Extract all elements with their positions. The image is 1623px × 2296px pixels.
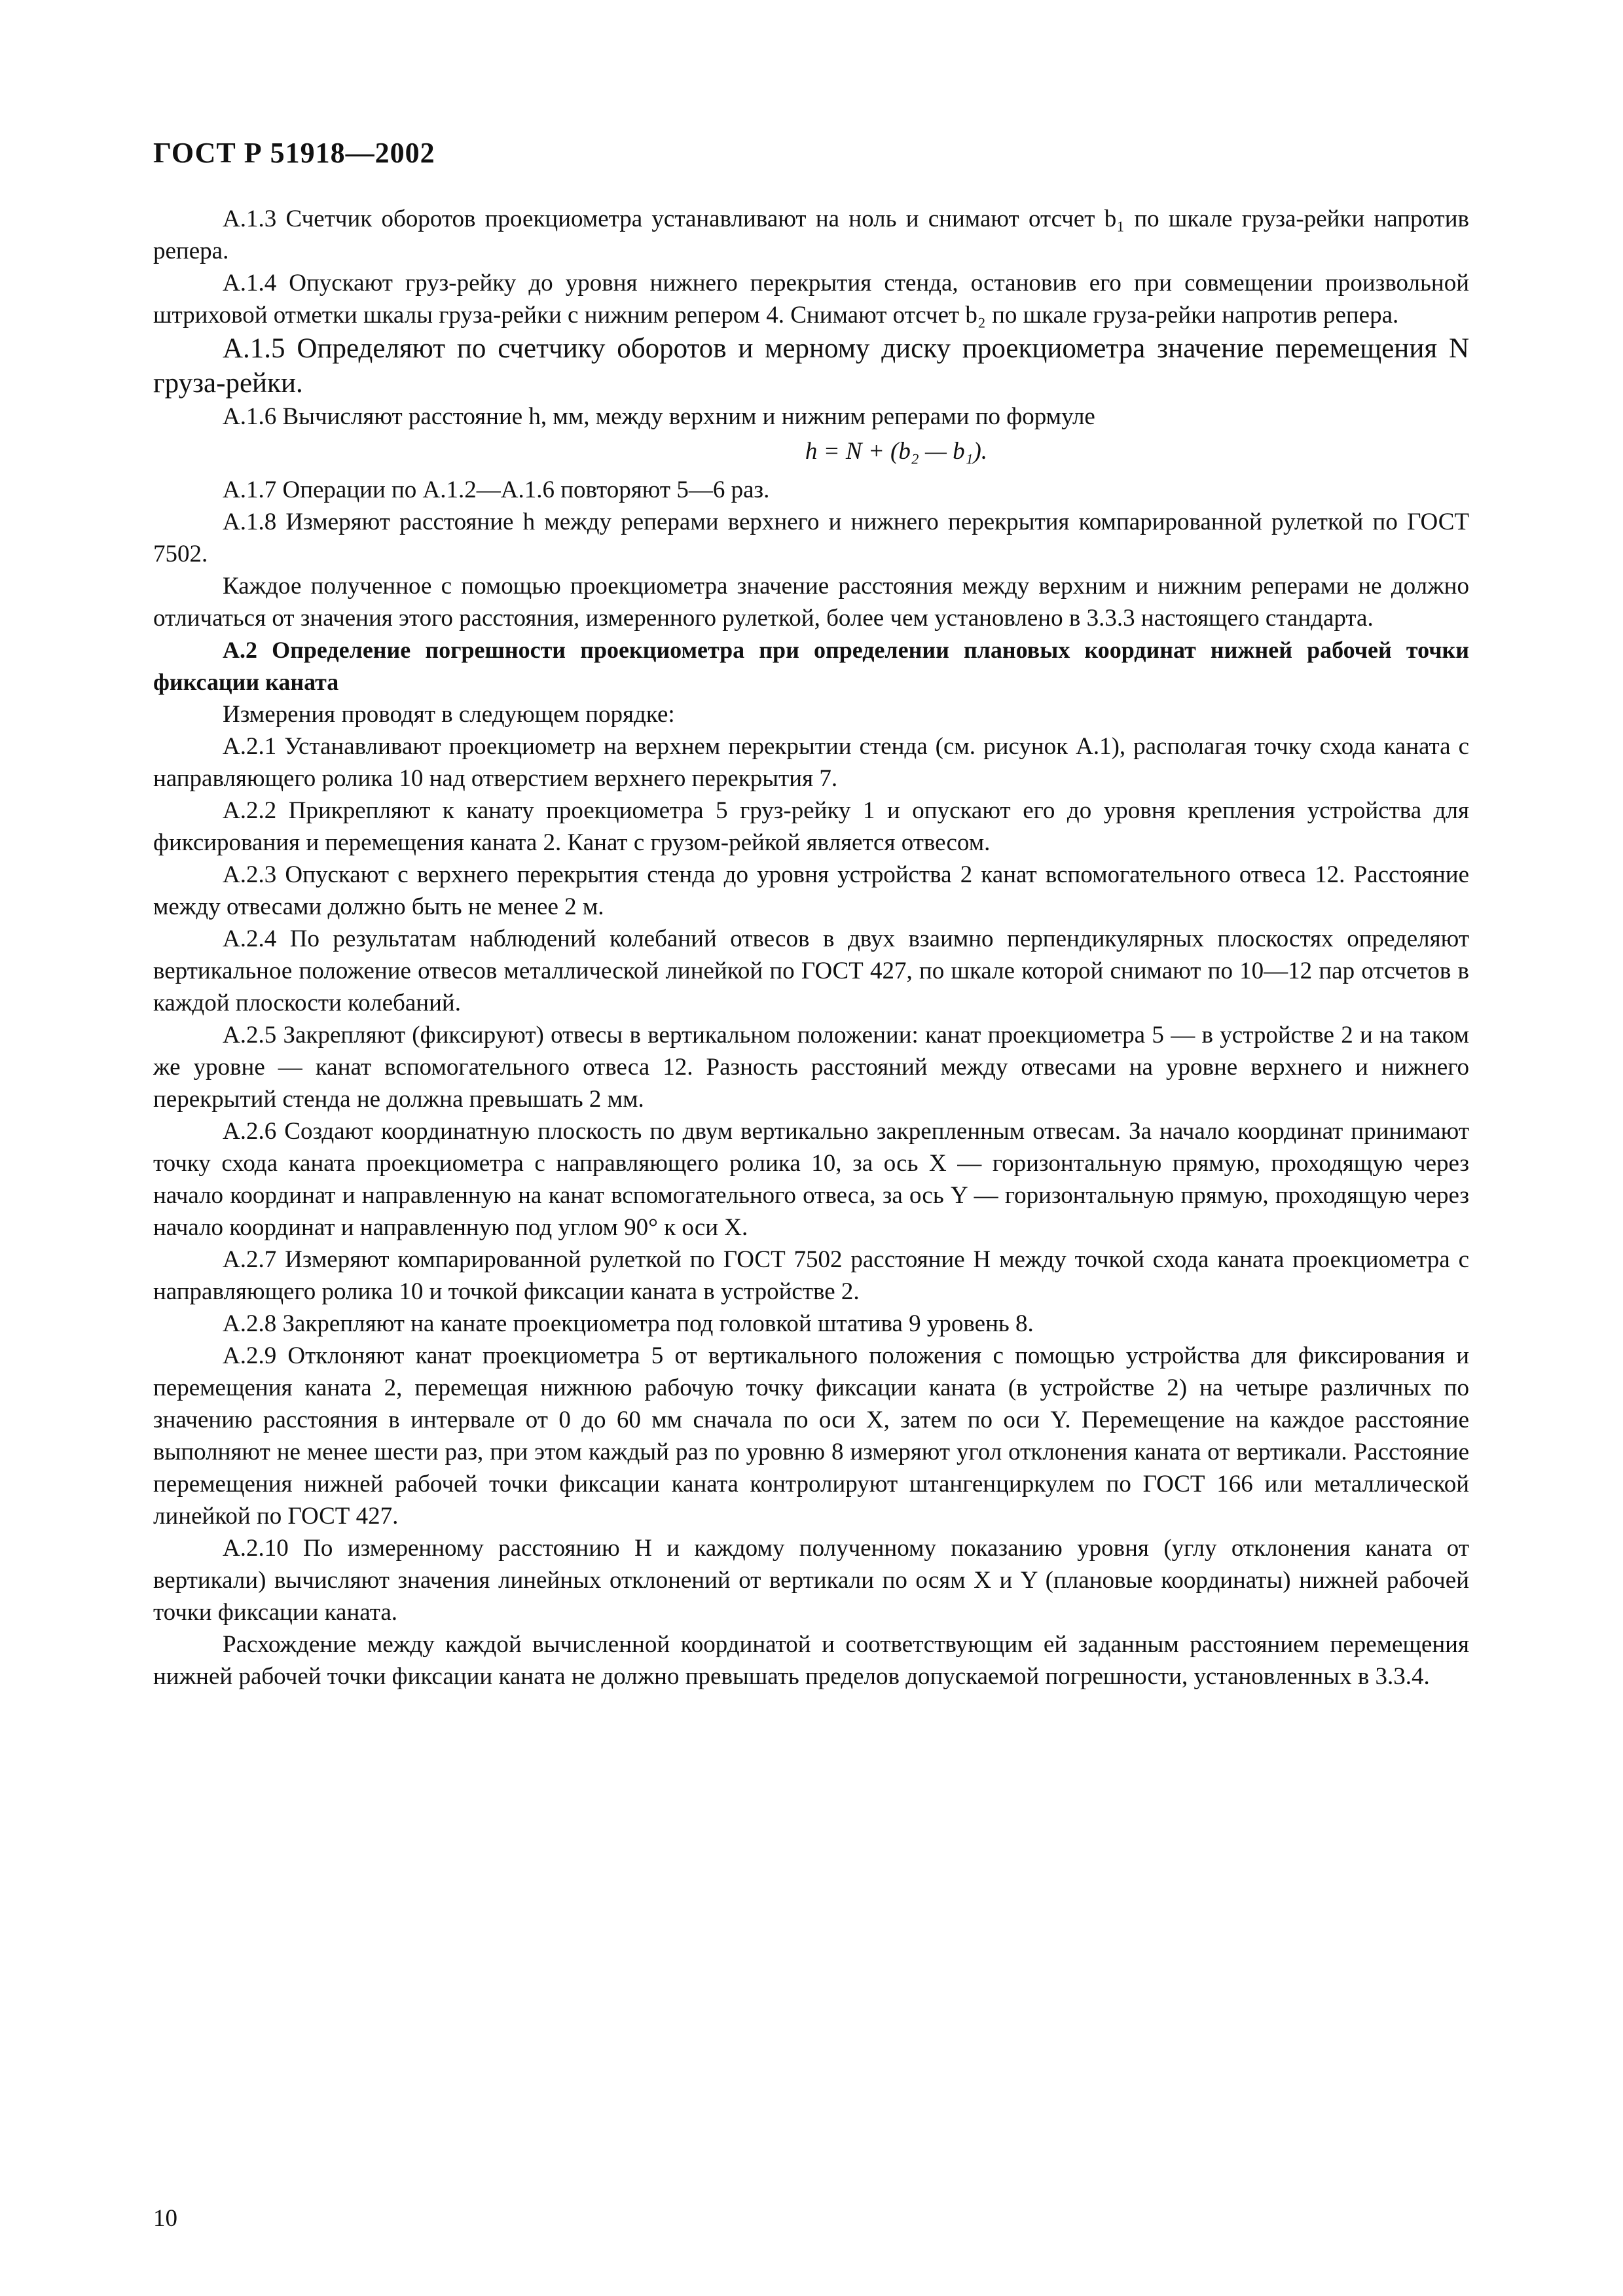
paragraph-a23: А.2.3 Опускают с верхнего перекрытия стенда до уровня устройства 2 канат вспомогательного отвеса 12. Расстояние между отвесами должно быть не менее 2 м.	[153, 861, 1469, 920]
paragraph-a29: А.2.9 Отклоняют канат проекциометра 5 от вертикального положения с помощью устройства для фиксирования и перемещения каната 2, перемещая нижнюю рабочую точку фиксации каната (в устройстве 2) на четыре различных по значению расстояния в интервале от 0 до 60 мм сначала по оси X, затем по оси Y. Перемещение на каждое расстояние выполняют не менее шести раз, при этом каждый раз по уровню 8 измеряют угол отклонения каната от вертикали. Расстояние перемещения нижней рабочей точки фиксации каната контролируют штангенциркулем по ГОСТ 166 или металлической линейкой по ГОСТ 427.	[153, 1342, 1469, 1530]
paragraph-a21: А.2.1 Устанавливают проекциометр на верхнем перекрытии стенда (см. рисунок А.1), располагая точку схода каната с направляющего ролика 10 над отверстием верхнего перекрытия 7.	[153, 733, 1469, 792]
page-number: 10	[153, 2205, 177, 2232]
paragraph-a2-intro: Измерения проводят в следующем порядке:	[223, 701, 675, 728]
section-heading-a2: А.2 Определение погрешности проекциометра при определении плановых координат нижней рабочей точки фиксации каната	[153, 637, 1469, 695]
paragraph-a210-note: Расхождение между каждой вычисленной координатой и соответствующим ей заданным расстоянием перемещения нижней рабочей точки фиксации каната не должно превышать пределов допускаемой погрешности, установленных в 3.3.4.	[153, 1631, 1469, 1690]
paragraph-a22: А.2.2 Прикрепляют к канату проекциометра 5 груз-рейку 1 и опускают его до уровня крепления устройства для фиксирования и перемещения каната 2. Канат с грузом-рейкой является отвесом.	[153, 797, 1469, 856]
paragraph-a27: А.2.7 Измеряют компарированной рулеткой по ГОСТ 7502 расстояние H между точкой схода каната проекциометра с направляющего ролика 10 и точкой фиксации каната в устройстве 2.	[153, 1246, 1469, 1305]
paragraph-a13: А.1.3 Счетчик оборотов проекциометра устанавливают на ноль и снимают отсчет b₁ по шкале груза-рейки напротив репера.	[153, 206, 1469, 264]
paragraph-a16: А.1.6 Вычисляют расстояние h, мм, между верхним и нижним реперами по формуле	[223, 403, 1095, 430]
document-body	[153, 203, 1469, 1693]
paragraph-a14: А.1.4 Опускают груз-рейку до уровня нижнего перекрытия стенда, остановив его при совмещении произвольной штриховой отметки шкалы груза-рейки с нижним репером 4. Снимают отсчет b₂ по шкале груза-рейки напротив репера.	[153, 270, 1469, 329]
paragraph-a15: А.1.5 Определяют по счетчику оборотов и мерному диску проекциометра значение перемещения N груза-рейки.	[153, 333, 1469, 399]
paragraph-a210: А.2.10 По измеренному расстоянию H и каждому полученному показанию уровня (углу отклонения каната от вертикали) вычисляют значения линейных отклонений от вертикали по осям X и Y (плановые координаты) нижней рабочей точки фиксации каната.	[153, 1535, 1469, 1626]
formula: h = N + (b₂ — b₁).	[805, 438, 988, 465]
paragraph-a25: А.2.5 Закрепляют (фиксируют) отвесы в вертикальном положении: канат проекциометра 5 — в устройстве 2 и на таком же уровне — канат вспомогательного отвеса 12. Разность расстояний между отвесами на уровне верхнего и нижнего перекрытий стенда не должна превышать 2 мм.	[153, 1022, 1469, 1113]
paragraph-a18: А.1.8 Измеряют расстояние h между реперами верхнего и нижнего перекрытия компарированной рулеткой по ГОСТ 7502.	[153, 509, 1469, 567]
paragraph-a18-note: Каждое полученное с помощью проекциометра значение расстояния между верхним и нижним реперами не должно отличаться от значения этого расстояния, измеренного рулеткой, более чем установлено в 3.3.3 настоящего стандарта.	[153, 573, 1469, 632]
paragraph-a24: А.2.4 По результатам наблюдений колебаний отвесов в двух взаимно перпендикулярных плоскостях определяют вертикальное положение отвесов металлической линейкой по ГОСТ 427, по шкале которой снимают по 10—12 пар отсчетов в каждой плоскости колебаний.	[153, 925, 1469, 1016]
paragraph-a26: А.2.6 Создают координатную плоскость по двум вертикально закрепленным отвесам. За начало координат принимают точку схода каната проекциометра с направляющего ролика 10, за ось X — горизонтальную прямую, проходящую через начало координат и направленную на канат вспомогательного отвеса, за ось Y — горизонтальную прямую, проходящую через начало координат и направленную под углом 90° к оси X.	[153, 1118, 1469, 1241]
paragraph-a17: А.1.7 Операции по А.1.2—А.1.6 повторяют 5—6 раз.	[223, 476, 770, 503]
paragraph-a28: А.2.8 Закрепляют на канате проекциометра под головкой штатива 9 уровень 8.	[223, 1310, 1034, 1337]
document-header: ГОСТ Р 51918—2002	[153, 137, 435, 169]
